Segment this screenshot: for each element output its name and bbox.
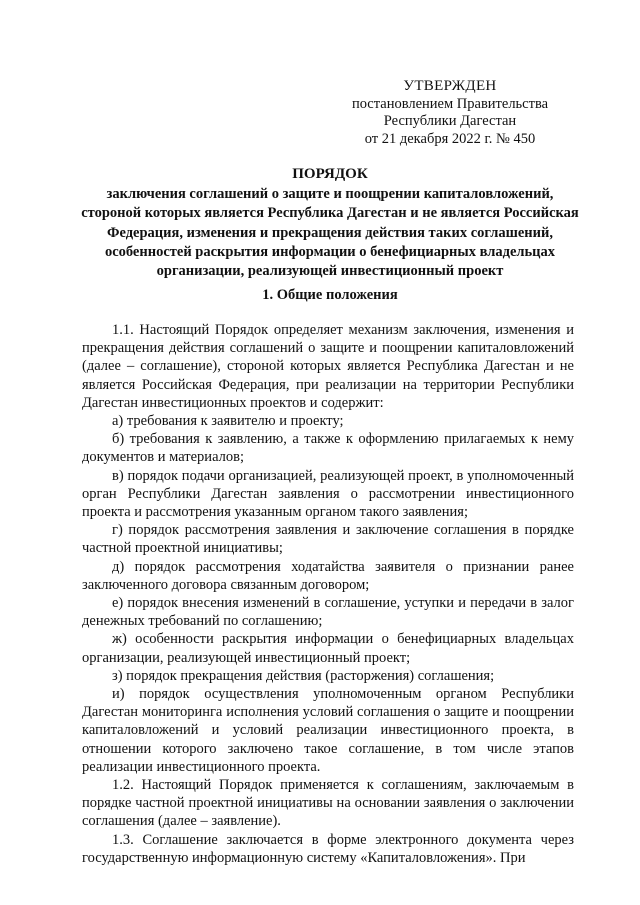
- document-subtitle: заключения соглашений о защите и поощрении капиталовложений, стороной которых является Республика Дагестан и не является Российская Федерация, изменения и прекращения действия таких соглашений, особенностей раскрытия информации о бенефициарных владельцах организации, реализующей инвестиционный проект: [81, 186, 579, 280]
- list-item: и) порядок осуществления уполномоченным органом Республики Дагестан мониторинга исполнения условий соглашения о защите и поощрении капиталовложений и условий реализации инвестиционного проекта, в отношении которого заключено такое соглашение, в том числе этапов реализации инвестиционного проекта.: [82, 686, 574, 775]
- paragraph: 1.3. Соглашение заключается в форме электронного документа через государственную информационную систему «Капиталовложения». При: [82, 831, 574, 866]
- approval-line: постановлением Правительства: [351, 95, 549, 112]
- paragraph: 1.2. Настоящий Порядок применяется к соглашениям, заключаемым в порядке частной проектной инициативы на основании заявления о заключении соглашения (далее – заявление).: [82, 777, 574, 830]
- list-item: е) порядок внесения изменений в соглашение, уступки и передачи в залог денежных требований по соглашению;: [82, 595, 574, 630]
- list-item: д) порядок рассмотрения ходатайства заявителя о признании ранее заключенного договора связанным договором;: [82, 558, 574, 593]
- paragraph: 1.1. Настоящий Порядок определяет механизм заключения, изменения и прекращения действия соглашений о защите и поощрении капиталовложений (далее – соглашение), стороной которых является Республика Дагестан и не является Российская Федерация, при реализации на территории Республики Дагестан инвестиционных проектов и содержит:: [82, 322, 574, 411]
- list-item: ж) особенности раскрытия информации о бенефициарных владельцах организации, реализующей инвестиционный проект;: [82, 631, 574, 666]
- list-item: з) порядок прекращения действия (расторжения) соглашения;: [112, 667, 495, 684]
- list-item: а) требования к заявителю и проекту;: [112, 413, 344, 430]
- list-item: б) требования к заявлению, а также к оформлению прилагаемых к нему документов и материалов;: [82, 431, 574, 466]
- list-item: в) порядок подачи организацией, реализующей проект, в уполномоченный орган Республики Дагестан заявления о рассмотрении инвестиционного проекта и рассмотрения указанным органом такого заявления;: [82, 467, 574, 521]
- approval-line: от 21 декабря 2022 г. № 450: [364, 130, 536, 147]
- approval-stamp: [330, 78, 570, 148]
- section-heading: 1. Общие положения: [262, 287, 398, 303]
- approval-header: УТВЕРЖДЕН: [403, 78, 497, 94]
- document-title: ПОРЯДОК: [292, 166, 368, 182]
- document-body: [82, 321, 574, 867]
- list-item: г) порядок рассмотрения заявления и заключение соглашения в порядке частной проектной инициативы;: [82, 522, 574, 557]
- approval-line: Республики Дагестан: [383, 113, 517, 129]
